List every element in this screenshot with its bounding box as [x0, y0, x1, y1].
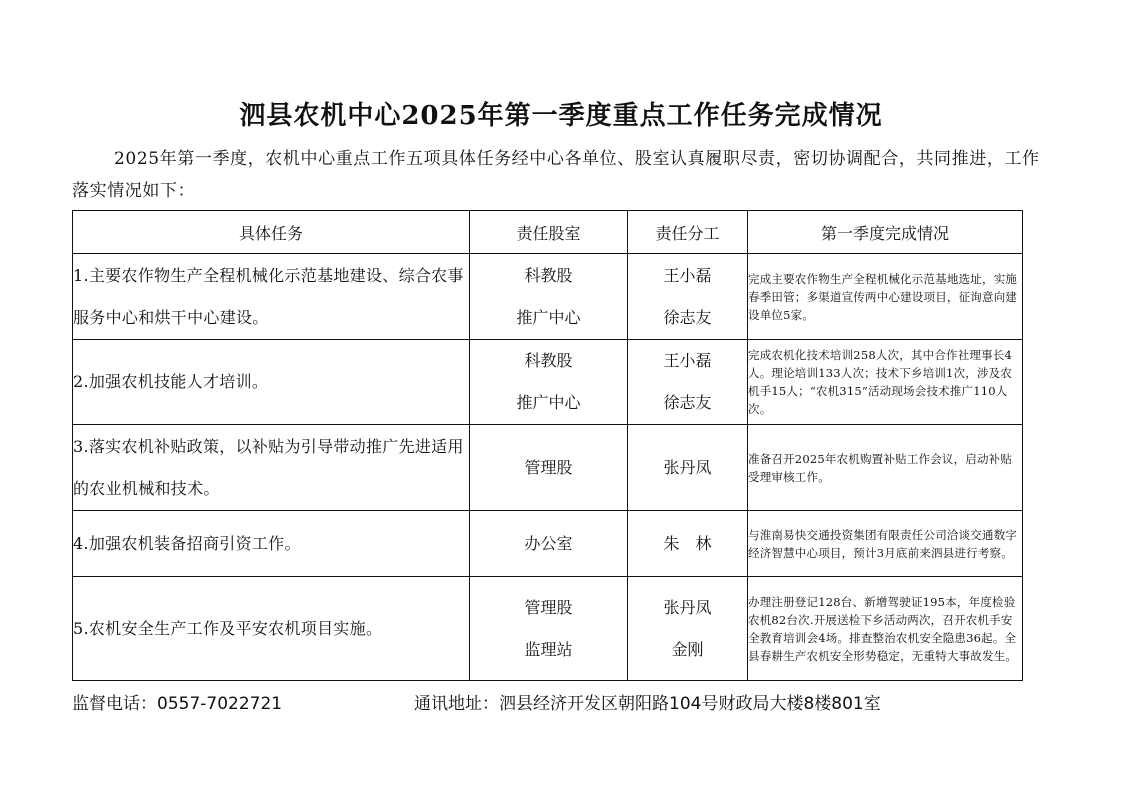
person-name: 张丹凤	[663, 457, 712, 477]
person-name: 王小磊	[663, 265, 712, 285]
table-row	[73, 511, 1023, 577]
dept-cell	[470, 340, 628, 425]
header-status: 第一季度完成情况	[748, 211, 1023, 254]
task-cell: 3.落实农机补贴政策，以补贴为引导带动推广先进适用的农业机械和技术。	[73, 425, 470, 511]
status-cell: 办理注册登记128台、新增驾驶证195本，年度检验农机82台次.开展送检下乡活动两次，召开农机手安全教育培训会4场。排查整治农机安全隐患36起。全县春耕生产农机安全形势稳定，无重特大事故发生。	[748, 577, 1023, 681]
table-row	[73, 254, 1023, 340]
table-row	[73, 340, 1023, 425]
mailing-address: 通讯地址：泗县经济开发区朝阳路104号财政局大楼8楼801室	[414, 694, 881, 714]
status-cell: 完成主要农作物生产全程机械化示范基地选址，实施春季田管；多渠道宣传两中心建设项目，征询意向建设单位5家。	[748, 254, 1023, 340]
dept-name: 管理股	[524, 597, 573, 617]
intro-paragraph: 2025年第一季度，农机中心重点工作五项具体任务经中心各单位、股室认真履职尽责，密切协调配合，共同推进，工作落实情况如下：	[72, 149, 1040, 201]
page-title: 泗县农机中心2025年第一季度重点工作任务完成情况	[239, 101, 883, 131]
person-cell	[628, 340, 748, 425]
supervision-phone: 监督电话：0557-7022721	[72, 694, 283, 714]
table-row	[73, 425, 1023, 511]
person-name: 王小磊	[663, 351, 712, 370]
task-table	[72, 210, 1023, 681]
person-name: 朱 林	[663, 533, 712, 553]
dept-name: 科教股	[524, 351, 573, 370]
header-dept: 责任股室	[470, 211, 628, 254]
dept-cell	[470, 254, 628, 340]
dept-name: 办公室	[524, 533, 573, 553]
status-cell: 与淮南易快交通投资集团有限责任公司洽谈交通数字经济智慧中心项目，预计3月底前来泗县进行考察。	[748, 511, 1023, 577]
header-person: 责任分工	[628, 211, 748, 254]
task-cell: 2.加强农机技能人才培训。	[73, 340, 470, 425]
status-cell: 准备召开2025年农机购置补贴工作会议，启动补贴受理审核工作。	[748, 425, 1023, 511]
person-name: 徐志友	[663, 307, 712, 327]
person-name: 金刚	[671, 639, 704, 659]
task-cell: 4.加强农机装备招商引资工作。	[73, 511, 470, 577]
person-cell	[628, 577, 748, 681]
task-cell: 5.农机安全生产工作及平安农机项目实施。	[73, 577, 470, 681]
person-name: 徐志友	[663, 393, 712, 412]
status-cell: 完成农机化技术培训258人次，其中合作社理事长4人。理论培训133人次；技术下乡培训1次，涉及农机手15人；“农机315”活动现场会技术推广110人次。	[748, 340, 1023, 425]
dept-cell	[470, 511, 628, 577]
person-name: 张丹凤	[663, 597, 712, 617]
dept-name: 监理站	[524, 639, 573, 659]
dept-name: 推广中心	[516, 307, 581, 327]
dept-cell	[470, 425, 628, 511]
person-cell	[628, 511, 748, 577]
dept-name: 科教股	[524, 265, 573, 285]
person-cell	[628, 254, 748, 340]
dept-name: 管理股	[524, 457, 573, 477]
header-task: 具体任务	[73, 211, 470, 254]
person-cell	[628, 425, 748, 511]
task-cell: 1.主要农作物生产全程机械化示范基地建设、综合农事服务中心和烘干中心建设。	[73, 254, 470, 340]
dept-name: 推广中心	[516, 393, 581, 412]
dept-cell	[470, 577, 628, 681]
table-row	[73, 577, 1023, 681]
table-header-row	[73, 211, 1023, 254]
